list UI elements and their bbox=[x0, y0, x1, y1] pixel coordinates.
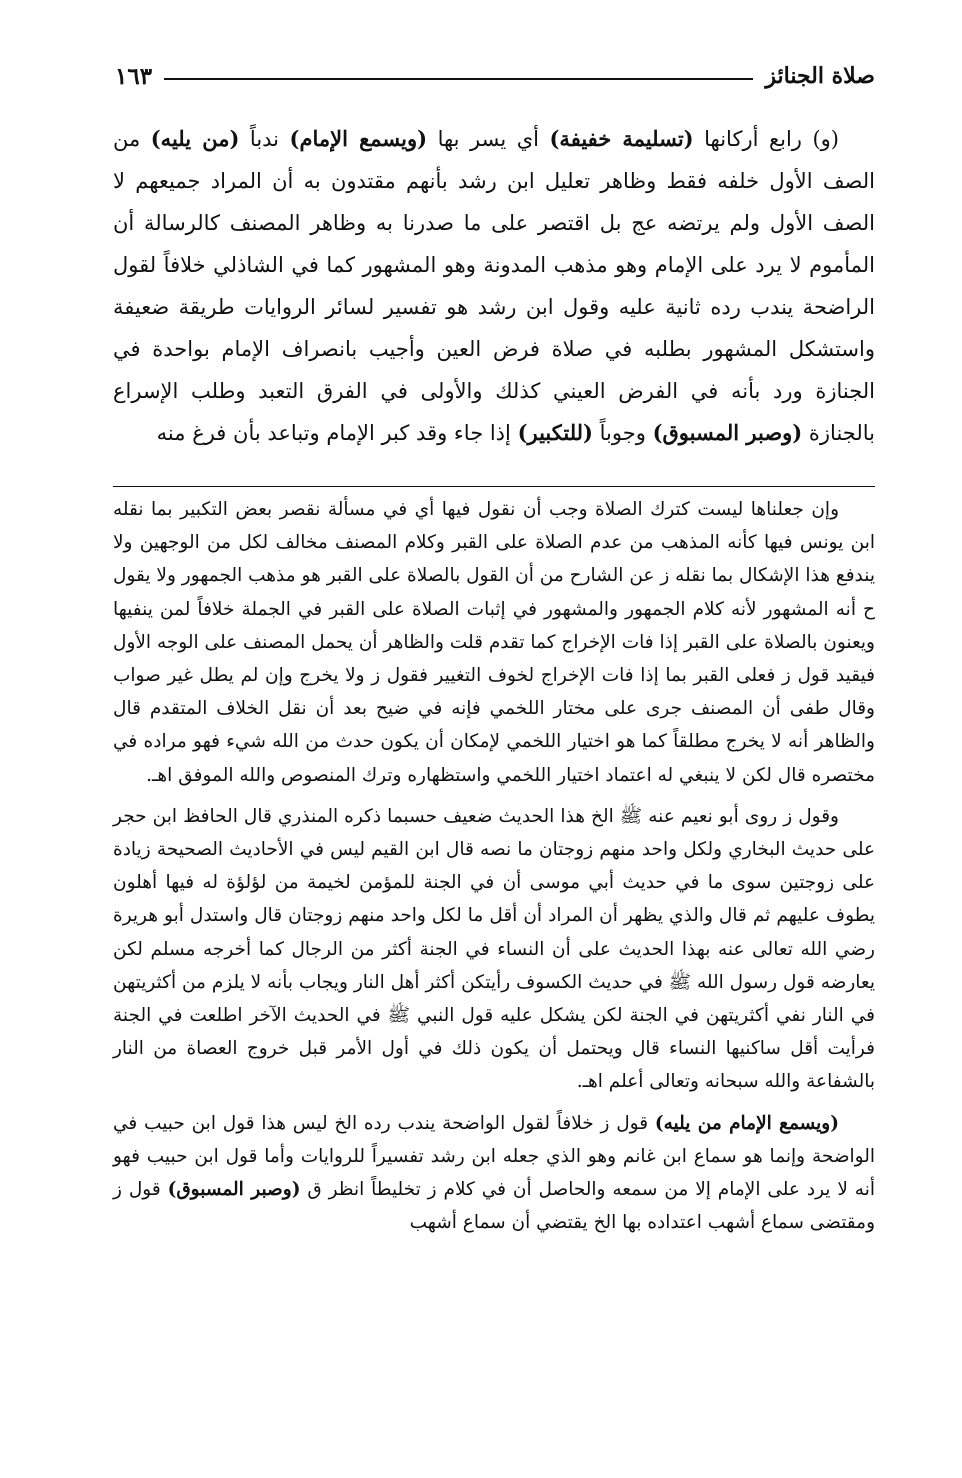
note-paragraph bbox=[113, 1107, 875, 1240]
text-run: قول ز خلافاً لقول الواضحة يندب رده الخ ليس هذا قول ابن حبيب في الواضحة وإنما هو سماع ابن غانم وهو الذي جعله ابن رشد تفسيراً للروايات وأما قول ابن حبيب فهو أنه لا يرد على الإمام إلا من سمعه والحاصل أن في كلام ز تخليطاً انظر ق bbox=[113, 1112, 875, 1201]
text-run: ندباً bbox=[239, 127, 290, 151]
text-run: من الصف الأول خلفه فقط وظاهر تعليل ابن رشد بأنهم مقتدون به أن المراد جميعهم لا الصف الأول ولم يرتضه عج بل اقتصر على ما صدرنا به وظاهر المصنف كالرسالة أن المأموم لا يرد على الإمام وهو مذهب المدونة وهو المشهور كما في الشاذلي خلافاً لقول الراضحة يندب رده ثانية عليه وقول ابن رشد هو تفسير لسائر الروايات طريقة ضعيفة واستشكل المشهور بطلبه في صلاة فرض العين وأجيب بانصراف الإمام بواحدة في الجنازة ورد بأنه في الفرض العيني كذلك والأولى في الفرق التعبد وطلب الإسراع بالجنازة bbox=[113, 127, 875, 445]
page-number: ١٦٣ bbox=[115, 62, 153, 90]
header-rule bbox=[164, 78, 753, 80]
commentary-notes bbox=[113, 493, 875, 1247]
text-run: قول ز ومقتضى سماع أشهب اعتداده بها الخ يقتضي أن سماع أشهب bbox=[113, 1179, 875, 1234]
bold-term: (ويسمع الإمام) bbox=[289, 126, 428, 151]
note-paragraph: وقول ز روى أبو نعيم عنه ﷺ الخ هذا الحديث ضعيف حسبما ذكره المنذري قال الحافظ ابن حجر على حديث البخاري ولكل واحد منهم زوجتان ما نصه قال ابن القيم ليس في الأحاديث الصحيحة زيادة على زوجتين سوى ما في حديث أبي موسى أن في الجنة للمؤمن لخيمة من لؤلؤة له فيها أهلون يطوف عليهم ثم قال والذي يظهر أن المراد أن أقل ما لكل واحد منهم زوجتان قال واستدل أبو هريرة رضي الله تعالى عنه بهذا الحديث على أن النساء في الجنة أكثر من الرجال كما أخرجه مسلم لكن يعارضه قول رسول الله ﷺ في حديث الكسوف رأيتكن أكثر أهل النار ويجاب بأنه لا يلزم من أكثريتهن في النار نفي أكثريتهن في الجنة لكن يشكل عليه قول النبي ﷺ في الحديث الآخر اطلعت في الجنة فرأيت أقل ساكنيها النساء قال ويحتمل أن يكون ذلك في أول الأمر قبل خروج العصاة من النار بالشفاعة والله سبحانه وتعالى أعلم اهـ. bbox=[113, 805, 875, 1093]
bold-term: (وصبر المسبوق) bbox=[652, 420, 803, 445]
footnote-separator bbox=[113, 486, 875, 487]
bold-term: (للتكبير) bbox=[517, 420, 593, 445]
text-run: أي يسر بها bbox=[427, 127, 550, 151]
text-run: وجوباً bbox=[592, 421, 653, 445]
main-paragraph bbox=[113, 118, 875, 454]
text-run: (و) رابع أركانها bbox=[693, 127, 839, 151]
page-header bbox=[115, 56, 875, 96]
note-paragraph: وإن جعلناها ليست كترك الصلاة وجب أن نقول فيها أي في مسألة نقصر بعض التكبير بما نقله ابن يونس فيها كأنه المذهب من عدم الصلاة على القبر وكلام المصنف مخالف لكل من الوجهين ولا يندفع هذا الإشكال بما نقله ز عن الشارح من أن القول بالصلاة على القبر هو مذهب الجمهور ولا يقول ح أنه المشهور لأنه كلام الجمهور والمشهور في إثبات الصلاة على القبر في الجملة خلافاً لمن ينفيها ويعنون بالصلاة على القبر إذا فات الإخراج كما تقدم قلت والظاهر أن يحمل المصنف على الوجه الأول فيقيد قول ز فعلى القبر بما إذا فات الإخراج لخوف التغيير فقول ز ولا يخرج وإن لم يطل غير صواب وقال طفى أن المصنف جرى على مختار اللخمي فإنه في ضيح بعد أن نقل الخلاف المتقدم قال والظاهر أنه لا يخرج مطلقاً كما هو اختيار اللخمي لإمكان أن يكون حدث من الله شيء فهو مراده في مختصره قال لكن لا ينبغي له اعتماد اختيار اللخمي واستظهاره وترك المنصوص والله الموفق اهـ. bbox=[113, 499, 875, 786]
bold-term: (تسليمة خفيفة) bbox=[549, 126, 694, 151]
bold-term: (وصبر المسبوق) bbox=[167, 1179, 301, 1201]
bold-term: (من يليه) bbox=[150, 126, 240, 151]
main-text bbox=[113, 118, 875, 454]
running-title: صلاة الجنائز bbox=[765, 63, 875, 89]
text-run: إذا جاء وقد كبر الإمام وتباعد بأن فرغ منه bbox=[156, 421, 518, 445]
bold-term: (ويسمع الإمام من يليه) bbox=[654, 1112, 839, 1134]
